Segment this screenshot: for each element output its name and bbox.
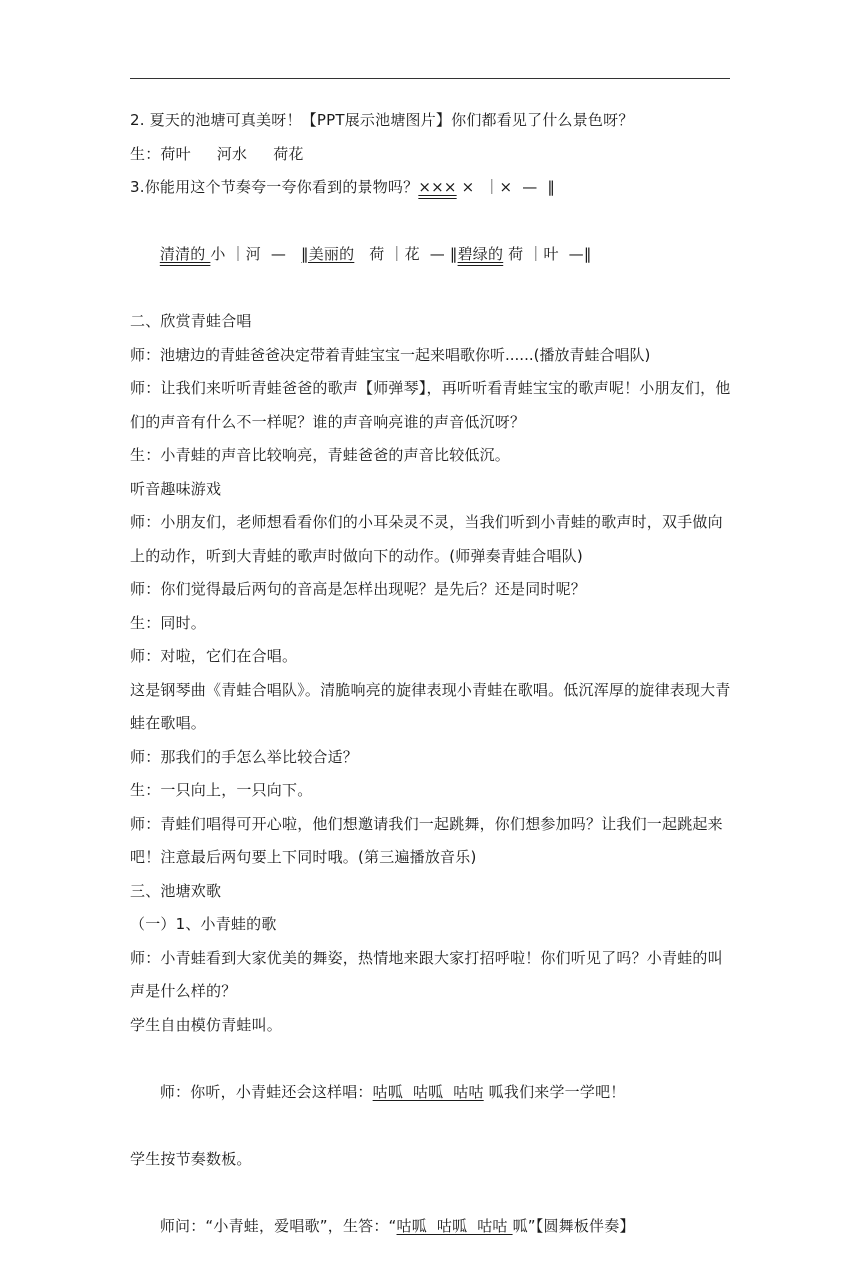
paragraph: 2. 夏天的池塘可真美呀！【PPT展示池塘图片】你们都看见了什么景色呀？ [130, 111, 634, 129]
paragraph: 生：一只向上，一只向下。 [130, 781, 313, 799]
section-heading: 二、欣赏青蛙合唱 [130, 312, 252, 330]
paragraph: 师：对啦，它们在合唱。 [130, 647, 298, 665]
paragraph: 生：同时。 [130, 613, 207, 632]
paragraph: 生：小青蛙的声音比较响亮，青蛙爸爸的声音比较低沉。 [130, 446, 511, 464]
paragraph: 学生按节奏数板。 [130, 1149, 252, 1168]
paragraph: 师：你听，小青蛙还会这样唱：咕呱 咕呱 咕咕 呱我们来学一学吧！ [159, 1082, 626, 1101]
sub-heading: （一）1、小青蛙的歌 [130, 915, 277, 933]
paragraph: 师：那我们的手怎么举比较合适？ [130, 747, 359, 766]
section-heading: 三、池塘欢歌 [130, 881, 222, 900]
paragraph: 师：你们觉得最后两句的音高是怎样出现呢？是先后？还是同时呢？ [130, 580, 587, 598]
paragraph: 这是钢琴曲《青蛙合唱队》。清脆响亮的旋律表现小青蛙在歌唱。低沉浑厚的旋律表现大青蛙在歌唱。 [130, 680, 731, 732]
paragraph: 师：让我们来听听青蛙爸爸的歌声【师弹琴】，再听听看青蛙宝宝的歌声呢！小朋友们，他们的声音有什么不一样呢？谁的声音响亮谁的声音低沉呀？ [130, 379, 731, 431]
rhythm-line: 清清的 小 ｜河 — ‖美丽的 荷 ｜花 — ‖碧绿的 荷 ｜叶 —‖ [159, 245, 592, 263]
header-rule [130, 78, 730, 79]
rhythm-notation: ××× [418, 178, 457, 196]
paragraph: 学生自由模仿青蛙叫。 [130, 1015, 283, 1034]
paragraph: 师：青蛙们唱得可开心啦，他们想邀请我们一起跳舞，你们想参加吗？让我们一起跳起来吧！注意最后两句要上下同时哦。(第三遍播放音乐) [130, 814, 723, 866]
sub-heading: 听音趣味游戏 [130, 479, 222, 498]
paragraph: 师问：“小青蛙，爱唱歌”，生答：“咕呱 咕呱 咕咕 呱”【圆舞板伴奏】 [159, 1216, 635, 1235]
paragraph: 生：荷叶 河水 荷花 [130, 144, 304, 163]
paragraph: 师：小朋友们，老师想看看你们的小耳朵灵不灵，当我们听到小青蛙的歌声时，双手做向上的动作，听到大青蛙的歌声时做向下的动作。(师弹奏青蛙合唱队) [130, 513, 723, 565]
paragraph: 师：池塘边的青蛙爸爸决定带着青蛙宝宝一起来唱歌你听......(播放青蛙合唱队) [130, 345, 651, 364]
paragraph: 3.你能用这个节奏夸一夸你看到的景物吗？××× × ｜× — ‖ [130, 178, 556, 196]
paragraph: 师：小青蛙看到大家优美的舞姿，热情地来跟大家打招呼啦！你们听见了吗？小青蛙的叫声是什么样的？ [130, 948, 723, 1000]
document-body [130, 104, 732, 1277]
